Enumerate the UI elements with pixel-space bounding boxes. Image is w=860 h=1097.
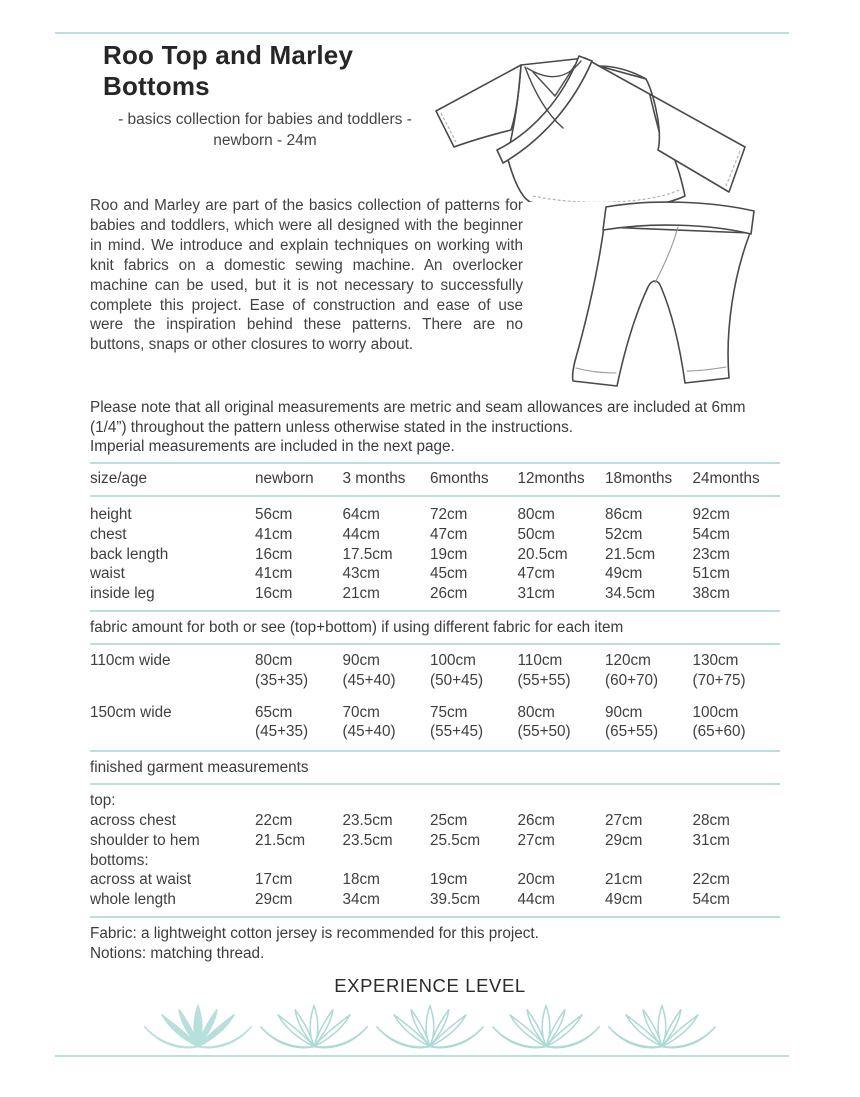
row-label: waist — [90, 565, 125, 583]
cell: 41cm — [255, 565, 293, 583]
cell: 21.5cm — [605, 545, 656, 563]
fabric-split: (70+75) — [692, 671, 746, 689]
row-label: bottoms: — [90, 851, 149, 869]
cell: 52cm — [605, 525, 643, 543]
col-header-18months: 18months — [605, 470, 673, 487]
measurement-note-line2: Imperial measurements are included in the next page. — [90, 438, 455, 456]
measurement-note-line1: Please note that all original measurements are metric and seam allowances are included at 6mm (1/4”) throughout the pattern unless otherwise stated in the instructions. — [90, 399, 746, 436]
cell: 22cm — [692, 871, 730, 889]
table-row-height — [90, 505, 780, 525]
cell: 29cm — [255, 891, 293, 909]
lotus-icon — [258, 1002, 370, 1050]
cell: 27cm — [605, 811, 643, 829]
fabric-amount: 130cm — [692, 651, 739, 669]
lotus-icon — [490, 1002, 602, 1050]
cell: 54cm — [692, 891, 730, 909]
fabric-amount: 100cm — [692, 703, 739, 721]
fabric-split: (45+40) — [342, 671, 396, 689]
cell — [430, 651, 518, 691]
bottom-divider — [55, 1055, 789, 1057]
cell: 38cm — [692, 585, 730, 603]
fabric-amount: 80cm — [517, 703, 555, 721]
cell: 21.5cm — [255, 831, 306, 849]
intro-paragraph: Roo and Marley are part of the basics collection of patterns for babies and toddlers, which were all designed with the beginner in mind. We introduce and explain techniques on working with knit fabrics on a domestic sewing machine. An overlocker machine can be used, but it is not necessary to successfully complete this project. Ease of construction and ease of use were the inspiration behind these patterns. There are no buttons, snaps or other closures to worry about. — [90, 197, 523, 354]
fabric-split: (35+35) — [255, 671, 309, 689]
table-row-whole-length — [90, 890, 780, 910]
fabric-table-body — [90, 645, 780, 750]
finished-table-body — [90, 785, 780, 916]
measurement-tables — [90, 462, 780, 918]
cell: 26cm — [517, 811, 555, 829]
cell: 27cm — [517, 831, 555, 849]
pants-legs — [573, 227, 750, 386]
group-label-bottoms — [90, 851, 780, 871]
row-label: back length — [90, 545, 169, 563]
cell: 23.5cm — [342, 831, 393, 849]
fabric-amount: 80cm — [255, 651, 293, 669]
cell — [343, 651, 431, 691]
cell: 47cm — [430, 525, 468, 543]
finished-section-title: finished garment measurements — [90, 759, 309, 777]
fabric-split: (65+60) — [692, 723, 746, 741]
row-label: across at waist — [90, 871, 192, 889]
table-row-150cm-wide — [90, 703, 780, 743]
row-label: height — [90, 506, 132, 523]
cell: 31cm — [692, 831, 730, 849]
fabric-split: (45+35) — [255, 723, 309, 741]
row-label: whole length — [90, 891, 176, 909]
cell: 47cm — [517, 565, 555, 583]
top-left-sleeve — [436, 65, 521, 147]
cell: 17cm — [255, 871, 293, 889]
cell: 86cm — [605, 506, 643, 523]
cell: 19cm — [430, 871, 468, 889]
row-label: top: — [90, 792, 116, 810]
row-label: 110cm wide — [90, 651, 171, 669]
col-header-newborn: newborn — [255, 470, 314, 487]
fabric-amount: 90cm — [342, 651, 380, 669]
col-header-3months: 3 months — [342, 470, 406, 487]
cell: 56cm — [255, 506, 293, 523]
cell: 41cm — [255, 525, 293, 543]
cell: 16cm — [255, 585, 293, 603]
fabric-amount: 65cm — [255, 703, 293, 721]
page-title: Roo Top and Marley Bottoms — [103, 40, 354, 101]
row-label: shoulder to hem — [90, 831, 200, 849]
cell: 17.5cm — [342, 545, 393, 563]
experience-level-meter — [0, 1002, 860, 1050]
measurement-note — [90, 398, 786, 457]
fabric-split: (55+50) — [517, 723, 571, 741]
col-header-24months: 24months — [692, 470, 760, 487]
cell: 64cm — [342, 506, 380, 523]
cell — [605, 703, 693, 743]
cell: 44cm — [342, 525, 380, 543]
col-header-size-age: size/age — [90, 470, 147, 487]
lotus-icon — [374, 1002, 486, 1050]
cell — [430, 703, 518, 743]
cell: 22cm — [255, 811, 293, 829]
cell: 43cm — [342, 565, 380, 583]
subtitle-collection: - basics collection for babies and toddlers - — [118, 111, 412, 128]
cell: 80cm — [517, 506, 555, 523]
row-label: chest — [90, 525, 127, 543]
cell — [693, 651, 781, 691]
cell: 21cm — [605, 871, 643, 889]
cell: 31cm — [517, 585, 555, 603]
cell: 25cm — [430, 811, 468, 829]
fabric-split: (50+45) — [430, 671, 484, 689]
table-row-across-chest — [90, 811, 780, 831]
cell — [255, 703, 343, 743]
size-table-body — [90, 497, 780, 610]
cell — [518, 703, 606, 743]
cell: 44cm — [517, 891, 555, 909]
cell: 49cm — [605, 565, 643, 583]
table-row-back-length — [90, 545, 780, 565]
divider — [90, 916, 780, 918]
wrap-top-illustration — [423, 50, 793, 202]
table-row-chest — [90, 525, 780, 545]
cell: 72cm — [430, 506, 468, 523]
fabric-amount: 70cm — [342, 703, 380, 721]
cell: 51cm — [692, 565, 730, 583]
cell: 34cm — [342, 891, 380, 909]
cell: 19cm — [430, 545, 468, 563]
fabric-note: Fabric: a lightweight cotton jersey is recommended for this project. — [90, 925, 539, 942]
fabric-split: (45+40) — [342, 723, 396, 741]
cell: 20cm — [517, 871, 555, 889]
experience-level-heading: EXPERIENCE LEVEL — [334, 975, 526, 996]
cell: 50cm — [517, 525, 555, 543]
row-label: across chest — [90, 811, 176, 829]
cell: 26cm — [430, 585, 468, 603]
fabric-split: (55+45) — [430, 723, 484, 741]
top-divider — [55, 32, 789, 34]
cell: 20.5cm — [517, 545, 568, 563]
cell: 16cm — [255, 545, 293, 563]
cell — [605, 651, 693, 691]
cell: 18cm — [342, 871, 380, 889]
cell — [518, 651, 606, 691]
cell: 92cm — [692, 506, 730, 523]
cell: 25.5cm — [430, 831, 481, 849]
group-label-top — [90, 791, 780, 811]
fabric-split: (65+55) — [605, 723, 659, 741]
row-label: 150cm wide — [90, 703, 172, 721]
fabric-section-title: fabric amount for both or see (top+bottom) if using different fabric for each item — [90, 618, 624, 636]
cell: 23cm — [692, 545, 730, 563]
fabric-split: (55+55) — [517, 671, 571, 689]
fabric-split: (60+70) — [605, 671, 659, 689]
row-label: inside leg — [90, 585, 155, 603]
document-header — [95, 40, 435, 151]
table-row-waist — [90, 564, 780, 584]
fabric-amount: 75cm — [430, 703, 468, 721]
cell — [255, 651, 343, 691]
cell: 39.5cm — [430, 891, 481, 909]
cell — [343, 703, 431, 743]
cell: 21cm — [342, 585, 380, 603]
cell: 23.5cm — [342, 811, 393, 829]
cell — [693, 703, 781, 743]
cell: 29cm — [605, 831, 643, 849]
table-row-shoulder-to-hem — [90, 831, 780, 851]
lotus-icon — [606, 1002, 718, 1050]
size-table-header — [90, 464, 780, 495]
pants-illustration — [560, 197, 796, 393]
cell: 49cm — [605, 891, 643, 909]
col-header-12months: 12months — [517, 470, 585, 487]
table-row-110cm-wide — [90, 651, 780, 691]
col-header-6months: 6months — [430, 470, 489, 487]
subtitle-size-range: newborn - 24m — [213, 132, 317, 149]
notions-note: Notions: matching thread. — [90, 945, 265, 962]
table-row-inside-leg — [90, 584, 780, 604]
fabric-amount: 110cm — [517, 651, 563, 669]
cell: 34.5cm — [605, 585, 656, 603]
fabric-amount: 120cm — [605, 651, 651, 669]
fabric-amount: 90cm — [605, 703, 643, 721]
footer-notes — [90, 924, 539, 964]
cell: 45cm — [430, 565, 468, 583]
lotus-icon-filled — [142, 1002, 254, 1050]
cell: 28cm — [692, 811, 730, 829]
cell: 54cm — [692, 525, 730, 543]
table-row-across-at-waist — [90, 870, 780, 890]
fabric-amount: 100cm — [430, 651, 476, 669]
